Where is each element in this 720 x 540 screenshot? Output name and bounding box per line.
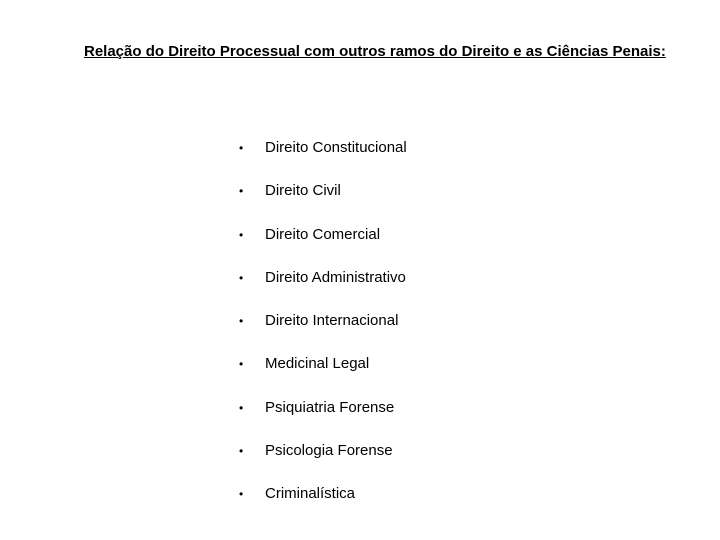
bullet-icon: • [239,444,244,459]
list-item-label: Direito Civil [265,182,341,200]
bullet-icon: • [239,357,244,372]
bullet-icon: • [239,400,244,415]
bullet-icon: • [239,270,244,285]
list-item-label: Psiquiatria Forense [265,398,395,416]
list-item-label: Direito Internacional [265,312,399,330]
list-item-label: Psicologia Forense [265,442,393,460]
bullet-icon: • [239,314,244,329]
slide-title: Relação do Direito Processual com outros ramos do Direito e as Ciências Penais: [84,43,666,60]
list-item-label: Criminalística [265,485,356,503]
bullet-icon: • [239,227,244,242]
bullet-icon: • [239,487,244,502]
bullet-icon: • [239,141,244,155]
list-item-label: Direito Constitucional [265,139,407,156]
list-item-label: Medicinal Legal [265,355,370,373]
list-item-label: Direito Comercial [265,225,381,243]
list-item-label: Direito Administrativo [265,268,406,286]
bullet-icon: • [239,184,244,199]
